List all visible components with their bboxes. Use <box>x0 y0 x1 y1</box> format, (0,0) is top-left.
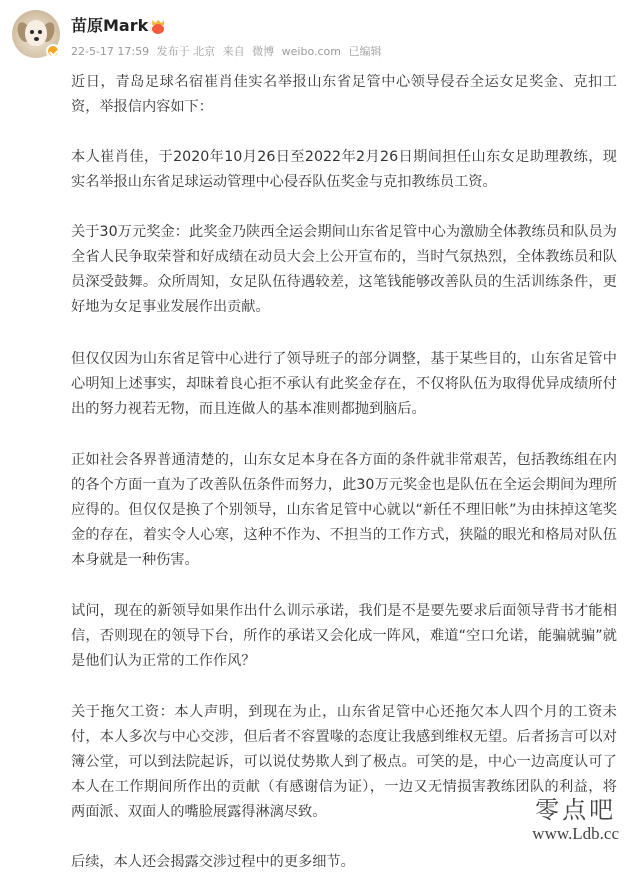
verified-badge-icon <box>46 44 60 58</box>
author-name-text[interactable]: 苗原Mark <box>71 16 149 35</box>
avatar-face <box>25 20 47 46</box>
post-paragraph: 近日，青岛足球名宿崔肖佳实名举报山东省足管中心领导侵吞全运女足奖金、克扣工资，举报信内容如下： <box>71 74 617 115</box>
watermark-url: www.Ldb.cc <box>532 824 619 843</box>
post-body <box>71 70 617 875</box>
post-paragraph: 本人崔肖佳，于2020年10月26日至2022年2月26日期间担任山东女足助理教练，现实名举报山东省足球运动管理中心侵吞队伍奖金与克扣教练员工资。 <box>71 149 617 190</box>
post-source-app[interactable]: 微博 <box>252 45 275 58</box>
member-crown-icon <box>151 20 165 34</box>
post-paragraph: 试问，现在的新领导如果作出什么训示承诺，我们是不是要先要求后面领导背书才能相信，否则现在的领导下台，所作的承诺又会化成一阵风，难道“空口允诺，能骗就骗”就是他们认为正常的工作作风？ <box>71 603 617 669</box>
watermark-text: 零点吧 <box>535 796 617 824</box>
post-header <box>12 10 612 70</box>
avatar-nose <box>34 37 39 41</box>
avatar-eye-right <box>38 30 42 34</box>
post-source-site: weibo.com <box>281 45 341 58</box>
author-name[interactable] <box>71 16 165 36</box>
post-paragraph: 关于30万元奖金：此奖金乃陕西全运会期间山东省足管中心为激励全体教练员和队员为全省人民争取荣誉和好成绩在动员大会上公开宣布的，当时气氛热烈，全体教练员和队员深受鼓舞。众所周知，女足队伍待遇较差，这笔钱能够改善队员的生活训练条件，更好地为女足事业发展作出贡献。 <box>71 224 617 315</box>
post-date[interactable]: 22-5-17 17:59 <box>71 45 150 58</box>
post-paragraph: 正如社会各界普通清楚的，山东女足本身在各方面的条件就非常艰苦，包括教练组在内的各个方面一直为了改善队伍条件而努力，此30万元奖金也是队伍在全运会期间为理所应得的。但仅仅是换了个别领导，山东省足管中心就以“新任不理旧帐”为由抹掉这笔奖金的存在，着实令人心寒，这种不作为、不担当的工作方式，狭隘的眼光和格局对队伍本身就是一种伤害。 <box>71 452 617 568</box>
post-paragraph: 后续，本人还会揭露交涉过程中的更多细节。 <box>71 854 355 870</box>
avatar-eye-left <box>30 30 34 34</box>
post-paragraph: 关于拖欠工资：本人声明，到现在为止，山东省足管中心还拖欠本人四个月的工资未付，本人多次与中心交涉，但后者不容置喙的态度让我感到维权无望。后者扬言可以对簿公堂，可以到法院起诉，可以说仗势欺人到了极点。可笑的是，中心一边高度认可了本人在工作期间所作出的贡献（有感谢信为证），一边又无情损害教练团队的利益，将两面派、双面人的嘴脸展露得淋漓尽致。 <box>71 704 617 820</box>
edited-label[interactable]: 已编辑 <box>348 45 382 58</box>
post-location: 发布于 北京 <box>156 45 216 58</box>
post-source-prefix: 来自 <box>222 45 245 58</box>
post-paragraph: 但仅仅因为山东省足管中心进行了领导班子的部分调整，基于某些目的，山东省足管中心明知上述事实，却昧着良心拒不承认有此奖金存在，不仅将队伍为取得优异成绩所付出的努力视若无物，而且连做人的基本准则都抛到脑后。 <box>71 351 617 417</box>
post-meta <box>71 45 385 59</box>
